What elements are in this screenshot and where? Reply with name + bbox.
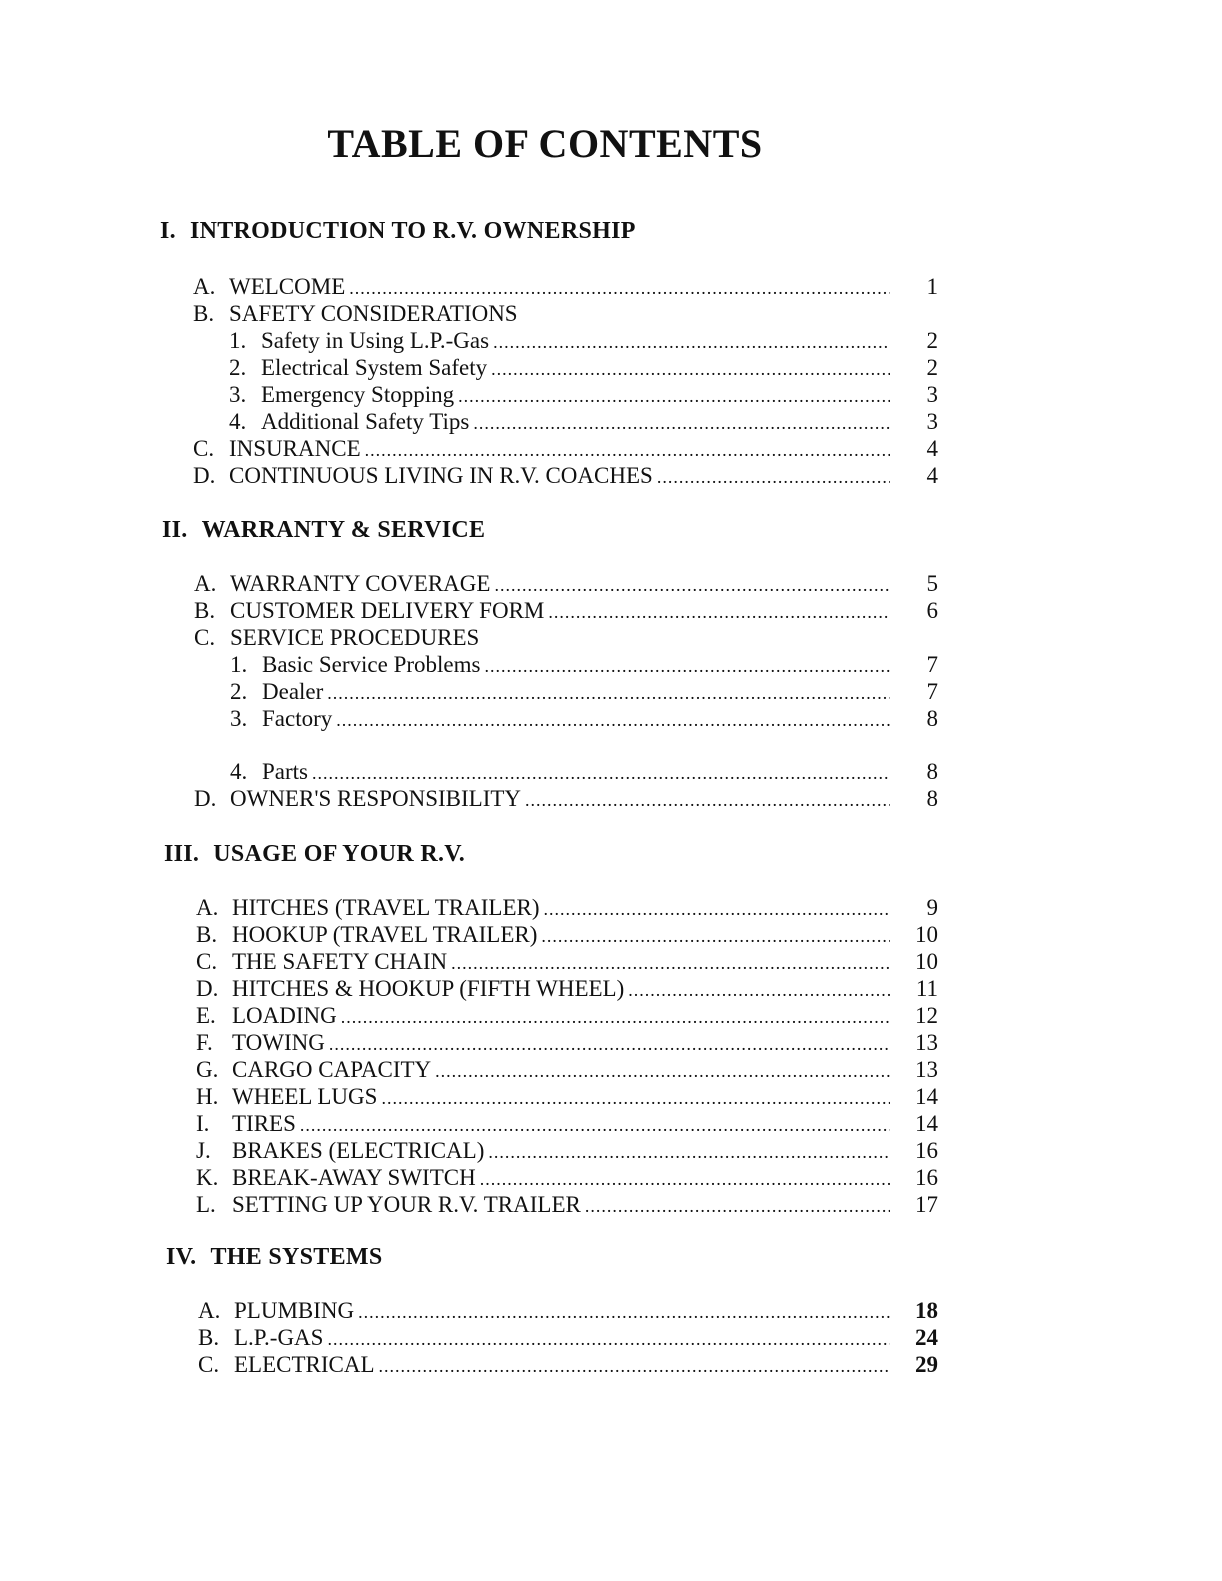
entry-label: LOADING [232,1003,337,1028]
dot-leader [365,440,890,461]
section-number: III. [164,841,200,867]
entry-number: 3. [229,382,247,407]
toc-entry[interactable] [194,786,938,813]
entry-page: 4 [926,436,938,461]
entry-page: 12 [915,1003,938,1028]
toc-entry[interactable] [198,1352,938,1379]
page-title: TABLE OF CONTENTS [327,121,763,166]
dot-leader [327,1329,890,1350]
entry-label: Safety in Using L.P.-Gas [261,328,490,353]
entry-number: 2. [229,355,247,380]
entry-page: 14 [915,1111,938,1136]
toc-entry[interactable] [194,598,938,625]
entry-page: 10 [915,949,938,974]
entry-letter: B. [198,1325,220,1350]
entry-letter: C. [196,949,218,974]
entry-page: 16 [915,1165,938,1190]
toc-entry[interactable] [193,274,938,301]
entry-number: 3. [230,706,248,731]
entry-label: SAFETY CONSIDERATIONS [229,301,518,326]
entry-letter: J. [196,1138,211,1163]
toc-entry[interactable] [193,463,938,490]
entry-page: 9 [926,895,938,920]
entry-label: THE SAFETY CHAIN [232,949,448,974]
dot-leader [491,359,890,380]
dot-leader [327,683,890,704]
entry-label: SERVICE PROCEDURES [230,625,480,650]
toc-subentry[interactable] [193,355,938,382]
entry-label: OWNER'S RESPONSIBILITY [230,786,522,811]
toc-entry[interactable] [198,1325,938,1352]
entry-letter: B. [196,922,218,947]
toc-subentry[interactable] [194,652,938,679]
dot-leader [379,1356,890,1377]
entry-page: 17 [915,1192,938,1217]
dot-leader [480,1169,890,1190]
entry-letter: D. [196,976,219,1001]
dot-leader [358,1302,890,1323]
section-title: INTRODUCTION TO R.V. OWNERSHIP [189,218,636,244]
entry-label: Basic Service Problems [262,652,481,677]
entry-label: HITCHES & HOOKUP (FIFTH WHEEL) [232,976,625,1001]
dot-leader [451,953,890,974]
toc-entry[interactable] [194,571,938,598]
entry-letter: B. [194,598,216,623]
entry-page: 7 [926,679,938,704]
entry-page: 18 [915,1298,938,1323]
entry-letter: E. [196,1003,216,1028]
entry-letter: I. [196,1111,210,1136]
entry-page: 2 [926,355,938,380]
dot-leader [628,980,890,1001]
section-title: USAGE OF YOUR R.V. [213,841,466,867]
dot-leader [494,575,890,596]
entry-page: 24 [915,1325,938,1350]
entry-label: Factory [262,706,333,731]
entry-number: 1. [229,328,247,353]
toc-list-section-1 [193,274,938,490]
entry-page: 4 [926,463,938,488]
dot-leader [381,1088,890,1109]
entry-letter: C. [193,436,215,461]
entry-label: WARRANTY COVERAGE [230,571,491,596]
toc-entry[interactable] [194,625,938,652]
entry-page: 8 [926,706,938,731]
entry-page: 8 [926,759,938,784]
entry-label: CARGO CAPACITY [232,1057,432,1082]
entry-page: 13 [915,1057,938,1082]
section-heading-2 [162,517,485,544]
dot-leader [349,278,890,299]
section-title: THE SYSTEMS [210,1244,383,1270]
dot-leader [458,386,890,407]
dot-leader [548,602,890,623]
entry-letter: A. [198,1298,221,1323]
entry-letter: K. [196,1165,219,1190]
toc-entry[interactable] [196,1057,938,1084]
toc-entry[interactable] [193,436,938,463]
entry-letter: G. [196,1057,219,1082]
dot-leader [525,790,890,811]
entry-letter: L. [196,1192,216,1217]
section-number: II. [162,517,188,543]
toc-entry[interactable] [196,949,938,976]
toc-entry[interactable] [196,1165,938,1192]
dot-leader [541,926,890,947]
entry-letter: F. [196,1030,213,1055]
dot-leader [336,710,890,731]
dot-leader [435,1061,890,1082]
entry-label: PLUMBING [234,1298,355,1323]
section-heading-4 [166,1244,383,1271]
entry-label: L.P.-GAS [234,1325,324,1350]
entry-label: WHEEL LUGS [232,1084,378,1109]
entry-letter: H. [196,1084,219,1109]
entry-number: 4. [230,759,248,784]
dot-leader [585,1196,890,1217]
entry-label: HOOKUP (TRAVEL TRAILER) [232,922,538,947]
section-number: IV. [166,1244,197,1270]
toc-entry[interactable] [196,1003,938,1030]
entry-page: 13 [915,1030,938,1055]
dot-leader [484,656,890,677]
toc-subentry[interactable] [194,679,938,706]
entry-label: Additional Safety Tips [261,409,470,434]
toc-entry[interactable] [193,301,938,328]
toc-list-section-2 [194,571,938,813]
entry-page: 2 [926,328,938,353]
section-heading-1 [160,218,636,245]
entry-page: 29 [915,1352,938,1377]
entry-label: Dealer [262,679,324,704]
toc-list-section-4 [198,1298,938,1379]
entry-label: CUSTOMER DELIVERY FORM [230,598,545,623]
entry-label: HITCHES (TRAVEL TRAILER) [232,895,540,920]
toc-entry[interactable] [196,1084,938,1111]
entry-label: Emergency Stopping [261,382,455,407]
entry-label: Electrical System Safety [261,355,488,380]
entry-label: CONTINUOUS LIVING IN R.V. COACHES [229,463,653,488]
entry-page: 16 [915,1138,938,1163]
entry-label: ELECTRICAL [234,1352,375,1377]
toc-list-section-3 [196,895,938,1219]
entry-letter: C. [198,1352,220,1377]
dot-leader [329,1034,890,1055]
entry-number: 2. [230,679,248,704]
dot-leader [544,899,890,920]
toc-subentry[interactable] [194,759,938,786]
entry-letter: A. [193,274,216,299]
entry-label: INSURANCE [229,436,361,461]
entry-label: BREAK-AWAY SWITCH [232,1165,476,1190]
entry-label: Parts [262,759,308,784]
entry-page: 8 [926,786,938,811]
section-number: I. [160,218,176,244]
toc-entry[interactable] [196,895,938,922]
entry-letter: A. [194,571,217,596]
toc-entry[interactable] [196,1138,938,1165]
entry-letter: C. [194,625,216,650]
toc-entry[interactable] [196,922,938,949]
entry-page: 7 [926,652,938,677]
dot-leader [312,763,890,784]
toc-subentry[interactable] [193,328,938,355]
entry-letter: B. [193,301,215,326]
toc-entry[interactable] [196,1192,938,1219]
entry-page: 14 [915,1084,938,1109]
entry-letter: D. [194,786,217,811]
dot-leader [657,467,890,488]
entry-page: 3 [926,409,938,434]
entry-label: BRAKES (ELECTRICAL) [232,1138,485,1163]
entry-page: 5 [926,571,938,596]
entry-number: 1. [230,652,248,677]
dot-leader [473,413,890,434]
entry-page: 6 [926,598,938,623]
toc-entry[interactable] [196,1030,938,1057]
entry-page: 3 [926,382,938,407]
entry-page: 10 [915,922,938,947]
dot-leader [300,1115,890,1136]
entry-label: SETTING UP YOUR R.V. TRAILER [232,1192,581,1217]
dot-leader [488,1142,890,1163]
dot-leader [341,1007,890,1028]
entry-page: 11 [915,976,938,1001]
dot-leader [493,332,890,353]
entry-number: 4. [229,409,247,434]
entry-letter: D. [193,463,216,488]
toc-entry[interactable] [198,1298,938,1325]
toc-subentry[interactable] [194,706,938,733]
section-heading-3 [164,841,465,868]
entry-label: TOWING [232,1030,325,1055]
entry-label: TIRES [232,1111,296,1136]
entry-label: WELCOME [229,274,346,299]
toc-entry[interactable] [196,1111,938,1138]
entry-letter: A. [196,895,219,920]
section-title: WARRANTY & SERVICE [201,517,486,543]
toc-entry[interactable] [196,976,938,1003]
entry-page: 1 [926,274,938,299]
toc-subentry[interactable] [193,382,938,409]
toc-subentry[interactable] [193,409,938,436]
